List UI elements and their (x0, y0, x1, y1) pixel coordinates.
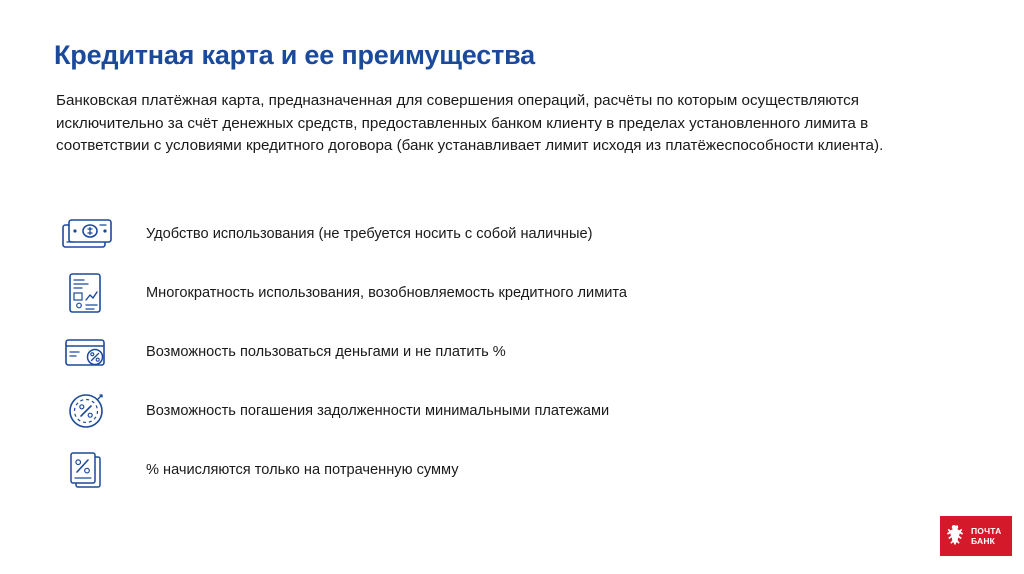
logo-line-1: ПОЧТА (971, 526, 1002, 536)
list-item-label: Удобство использования (не требуется носить с собой наличные) (146, 226, 593, 242)
list-item-label: Многократность использования, возобновляемость кредитного лимита (146, 285, 628, 301)
banknotes-icon (56, 211, 120, 257)
list-item-label: Возможность погашения задолженности минимальными платежами (146, 403, 610, 419)
page-title: Кредитная карта и ее преимущества (54, 40, 535, 70)
list-item (56, 323, 956, 381)
list-item-label: Возможность пользоваться деньгами и не платить % (146, 344, 506, 360)
list-item (56, 441, 956, 499)
logo-line-2: БАНК (971, 536, 996, 546)
card-percent-icon (56, 329, 120, 375)
double-eagle-icon (944, 521, 968, 551)
logo-wordmark (968, 526, 1002, 546)
percent-documents-icon (56, 447, 120, 493)
benefits-list (56, 205, 956, 500)
list-item (56, 205, 956, 263)
list-item (56, 264, 956, 322)
list-item-label: % начисляются только на потраченную сумму (146, 462, 459, 478)
document-percent-chart-icon (56, 270, 120, 316)
list-item (56, 382, 956, 440)
percent-circle-icon (56, 388, 120, 434)
intro-paragraph: Банковская платёжная карта, предназначенная для совершения операций, расчёты по которым осуществляются исключительно за счёт денежных средств, предоставленных банком клиенту в пределах установленного лимита в соответствии с условиями кредитного договора (банк устанавливает лимит исходя из платёжеспособности клиента). (56, 92, 884, 154)
pochta-bank-logo (940, 516, 1012, 556)
